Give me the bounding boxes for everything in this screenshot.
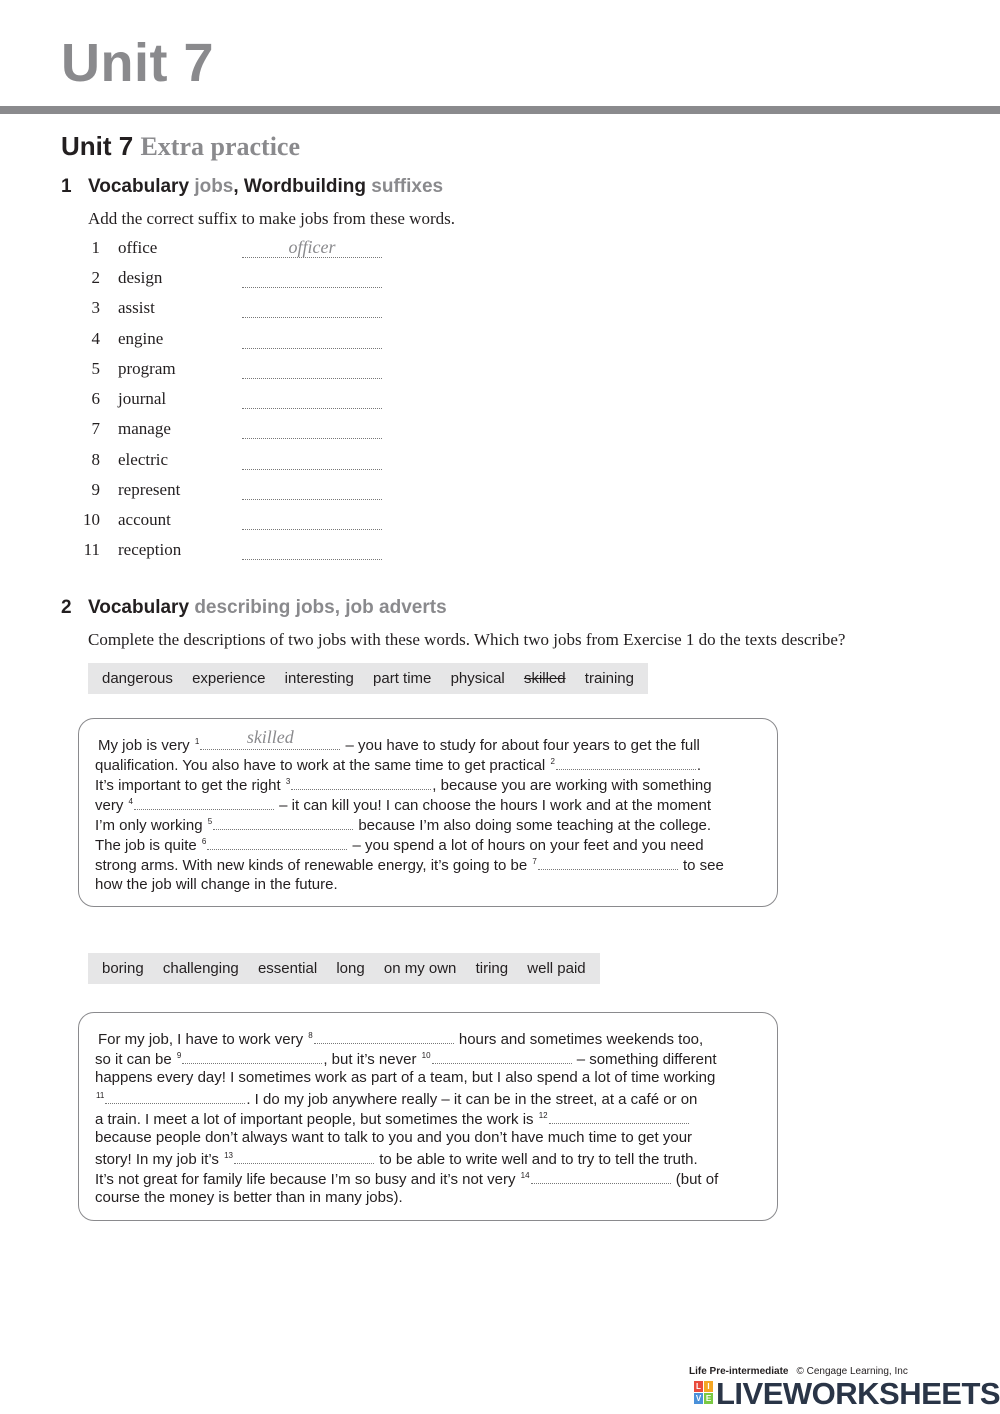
header-rule — [0, 106, 1000, 114]
gap-10[interactable] — [432, 1049, 572, 1064]
section-1-heading — [61, 176, 443, 198]
question-word: manage — [118, 419, 171, 438]
question-number: 10 — [83, 510, 100, 529]
word-chip: long — [336, 960, 365, 977]
unit-heading: Unit 7 — [61, 33, 215, 93]
text-line: strong arms. With new kinds of renewable energy, it’s going to be $^7$ to see — [95, 857, 724, 874]
gap-13[interactable] — [234, 1149, 374, 1164]
gap-2[interactable] — [556, 755, 696, 770]
page-subtitle — [61, 131, 300, 162]
question-number: 7 — [91, 419, 100, 438]
answer-blank[interactable] — [242, 480, 382, 500]
text-line: course the money is better than in many jobs). — [95, 1189, 403, 1206]
text-line: because people don’t always want to talk to you and you don’t have much time to get your — [95, 1129, 693, 1146]
text-line: happens every day! I sometimes work as part of a team, but I also spend a lot of time working — [95, 1069, 716, 1086]
word-chip: challenging — [162, 960, 239, 977]
answer-blank[interactable] — [242, 389, 382, 409]
text-line: I’m only working $^5$ because I’m also doing some teaching at the college. — [95, 817, 712, 834]
word-chip: essential — [257, 960, 318, 977]
question-word: engine — [118, 329, 164, 348]
text-line: story! In my job it’s $^{13}$ to be able to write well and to try to tell the truth. — [95, 1151, 698, 1168]
question-word: reception — [118, 540, 182, 559]
word-chip: physical — [450, 670, 505, 687]
text-line: very $^4$ – it can kill you! I can choose the hours I work and at the moment — [95, 797, 712, 814]
gap-9[interactable] — [182, 1049, 322, 1064]
question-number: 9 — [91, 480, 100, 499]
gap-1[interactable]: skilled — [200, 735, 340, 750]
question-number: 3 — [91, 298, 100, 317]
gap-14[interactable] — [531, 1169, 671, 1184]
question-word: office — [118, 238, 158, 257]
gap-11[interactable] — [105, 1089, 245, 1104]
word-chip: part time — [373, 670, 432, 687]
question-number: 8 — [91, 450, 100, 469]
word-chip: experience — [192, 670, 266, 687]
word-chip: tiring — [475, 960, 509, 977]
question-word: account — [118, 510, 171, 529]
section-1-title-c: , Wordbuilding — [233, 176, 366, 197]
text-line: qualification. You also have to work at the same time to get practical $^2$ . — [95, 757, 702, 774]
section-2-title-b: describing jobs, job adverts — [194, 597, 447, 618]
question-word: design — [118, 268, 163, 287]
gap-3[interactable] — [291, 775, 431, 790]
text-line: It’s not great for family life because I’m so busy and it’s not very $^{14}$ (but of — [95, 1171, 719, 1188]
text-line: so it can be $^9$ , but it’s never $^{10}$ – something different — [95, 1051, 717, 1068]
word-box-1 — [88, 663, 648, 694]
answer-blank[interactable] — [242, 540, 382, 560]
answer-blank[interactable] — [242, 329, 382, 349]
section-1-title-a: Vocabulary — [88, 176, 190, 197]
section-2-instruction: Complete the descriptions of two jobs with these words. Which two jobs from Exercise 1 do the texts describe? — [88, 630, 846, 649]
gap-5[interactable] — [213, 815, 353, 830]
gap-4[interactable] — [134, 795, 274, 810]
section-2-number: 2 — [61, 597, 72, 618]
word-chip: on my own — [383, 960, 457, 977]
logo-grid-icon: L I V E — [695, 1382, 712, 1403]
text-line: The job is quite $^6$ – you spend a lot of hours on your feet and you need — [95, 837, 704, 854]
text-line: $^{11}$ . I do my job anywhere really – it can be in the street, at a café or on — [96, 1091, 698, 1108]
question-word: program — [118, 359, 176, 378]
copyright: © Cengage Learning, Inc — [796, 1366, 908, 1377]
word-chip: well paid — [527, 960, 586, 977]
word-chip-used: skilled — [523, 670, 566, 687]
text-box-1 — [78, 718, 778, 907]
answer-blank[interactable] — [242, 450, 382, 470]
gap-8[interactable] — [314, 1029, 454, 1044]
question-number: 6 — [91, 389, 100, 408]
text-line: For my job, I have to work very $^8$ hours and sometimes weekends too, — [98, 1031, 704, 1048]
word-chip: interesting — [284, 670, 354, 687]
text-line: My job is very $^1$ skilled – you have to study for about four years to get the full — [98, 727, 700, 754]
text-line: a train. I meet a lot of important people, but sometimes the work is $^{12}$ — [95, 1109, 690, 1128]
gap-7[interactable] — [538, 855, 678, 870]
word-chip: training — [584, 670, 634, 687]
subtitle-extra: Extra practice — [140, 132, 301, 161]
question-number: 2 — [91, 268, 100, 287]
answer-blank[interactable] — [242, 419, 382, 439]
text-line: how the job will change in the future. — [95, 876, 338, 893]
gap-12[interactable] — [549, 1109, 689, 1124]
answer-blank[interactable] — [242, 298, 382, 318]
question-number: 11 — [83, 540, 100, 559]
question-word: assist — [118, 298, 155, 317]
answer-blank[interactable] — [242, 510, 382, 530]
answer-blank[interactable]: officer — [242, 238, 382, 258]
question-word: represent — [118, 480, 181, 499]
section-2-heading — [61, 597, 447, 619]
question-word: journal — [118, 389, 167, 408]
liveworksheets-logo — [688, 1376, 1000, 1411]
section-1-number: 1 — [61, 176, 72, 197]
question-number: 1 — [91, 238, 100, 257]
gap-6[interactable] — [207, 835, 347, 850]
question-number: 4 — [91, 329, 100, 348]
question-number: 5 — [91, 359, 100, 378]
section-1-title-b: jobs — [194, 176, 234, 197]
answer-blank[interactable] — [242, 268, 382, 288]
word-chip: dangerous — [102, 670, 173, 687]
section-2-title-a: Vocabulary — [88, 597, 190, 618]
word-box-2 — [88, 953, 600, 984]
section-1-title-d: suffixes — [371, 176, 444, 197]
brand-text: LIVEWORKSHEETS — [716, 1376, 1000, 1411]
word-chip: boring — [102, 960, 144, 977]
question-word: electric — [118, 450, 169, 469]
text-line: It’s important to get the right $^3$ , because you are working with something — [95, 777, 712, 794]
answer-blank[interactable] — [242, 359, 382, 379]
text-box-2 — [78, 1012, 778, 1221]
section-1-instruction: Add the correct suffix to make jobs from these words. — [88, 209, 455, 228]
book-title: Life Pre-intermediate — [689, 1366, 789, 1377]
subtitle-unit: Unit 7 — [61, 131, 134, 161]
